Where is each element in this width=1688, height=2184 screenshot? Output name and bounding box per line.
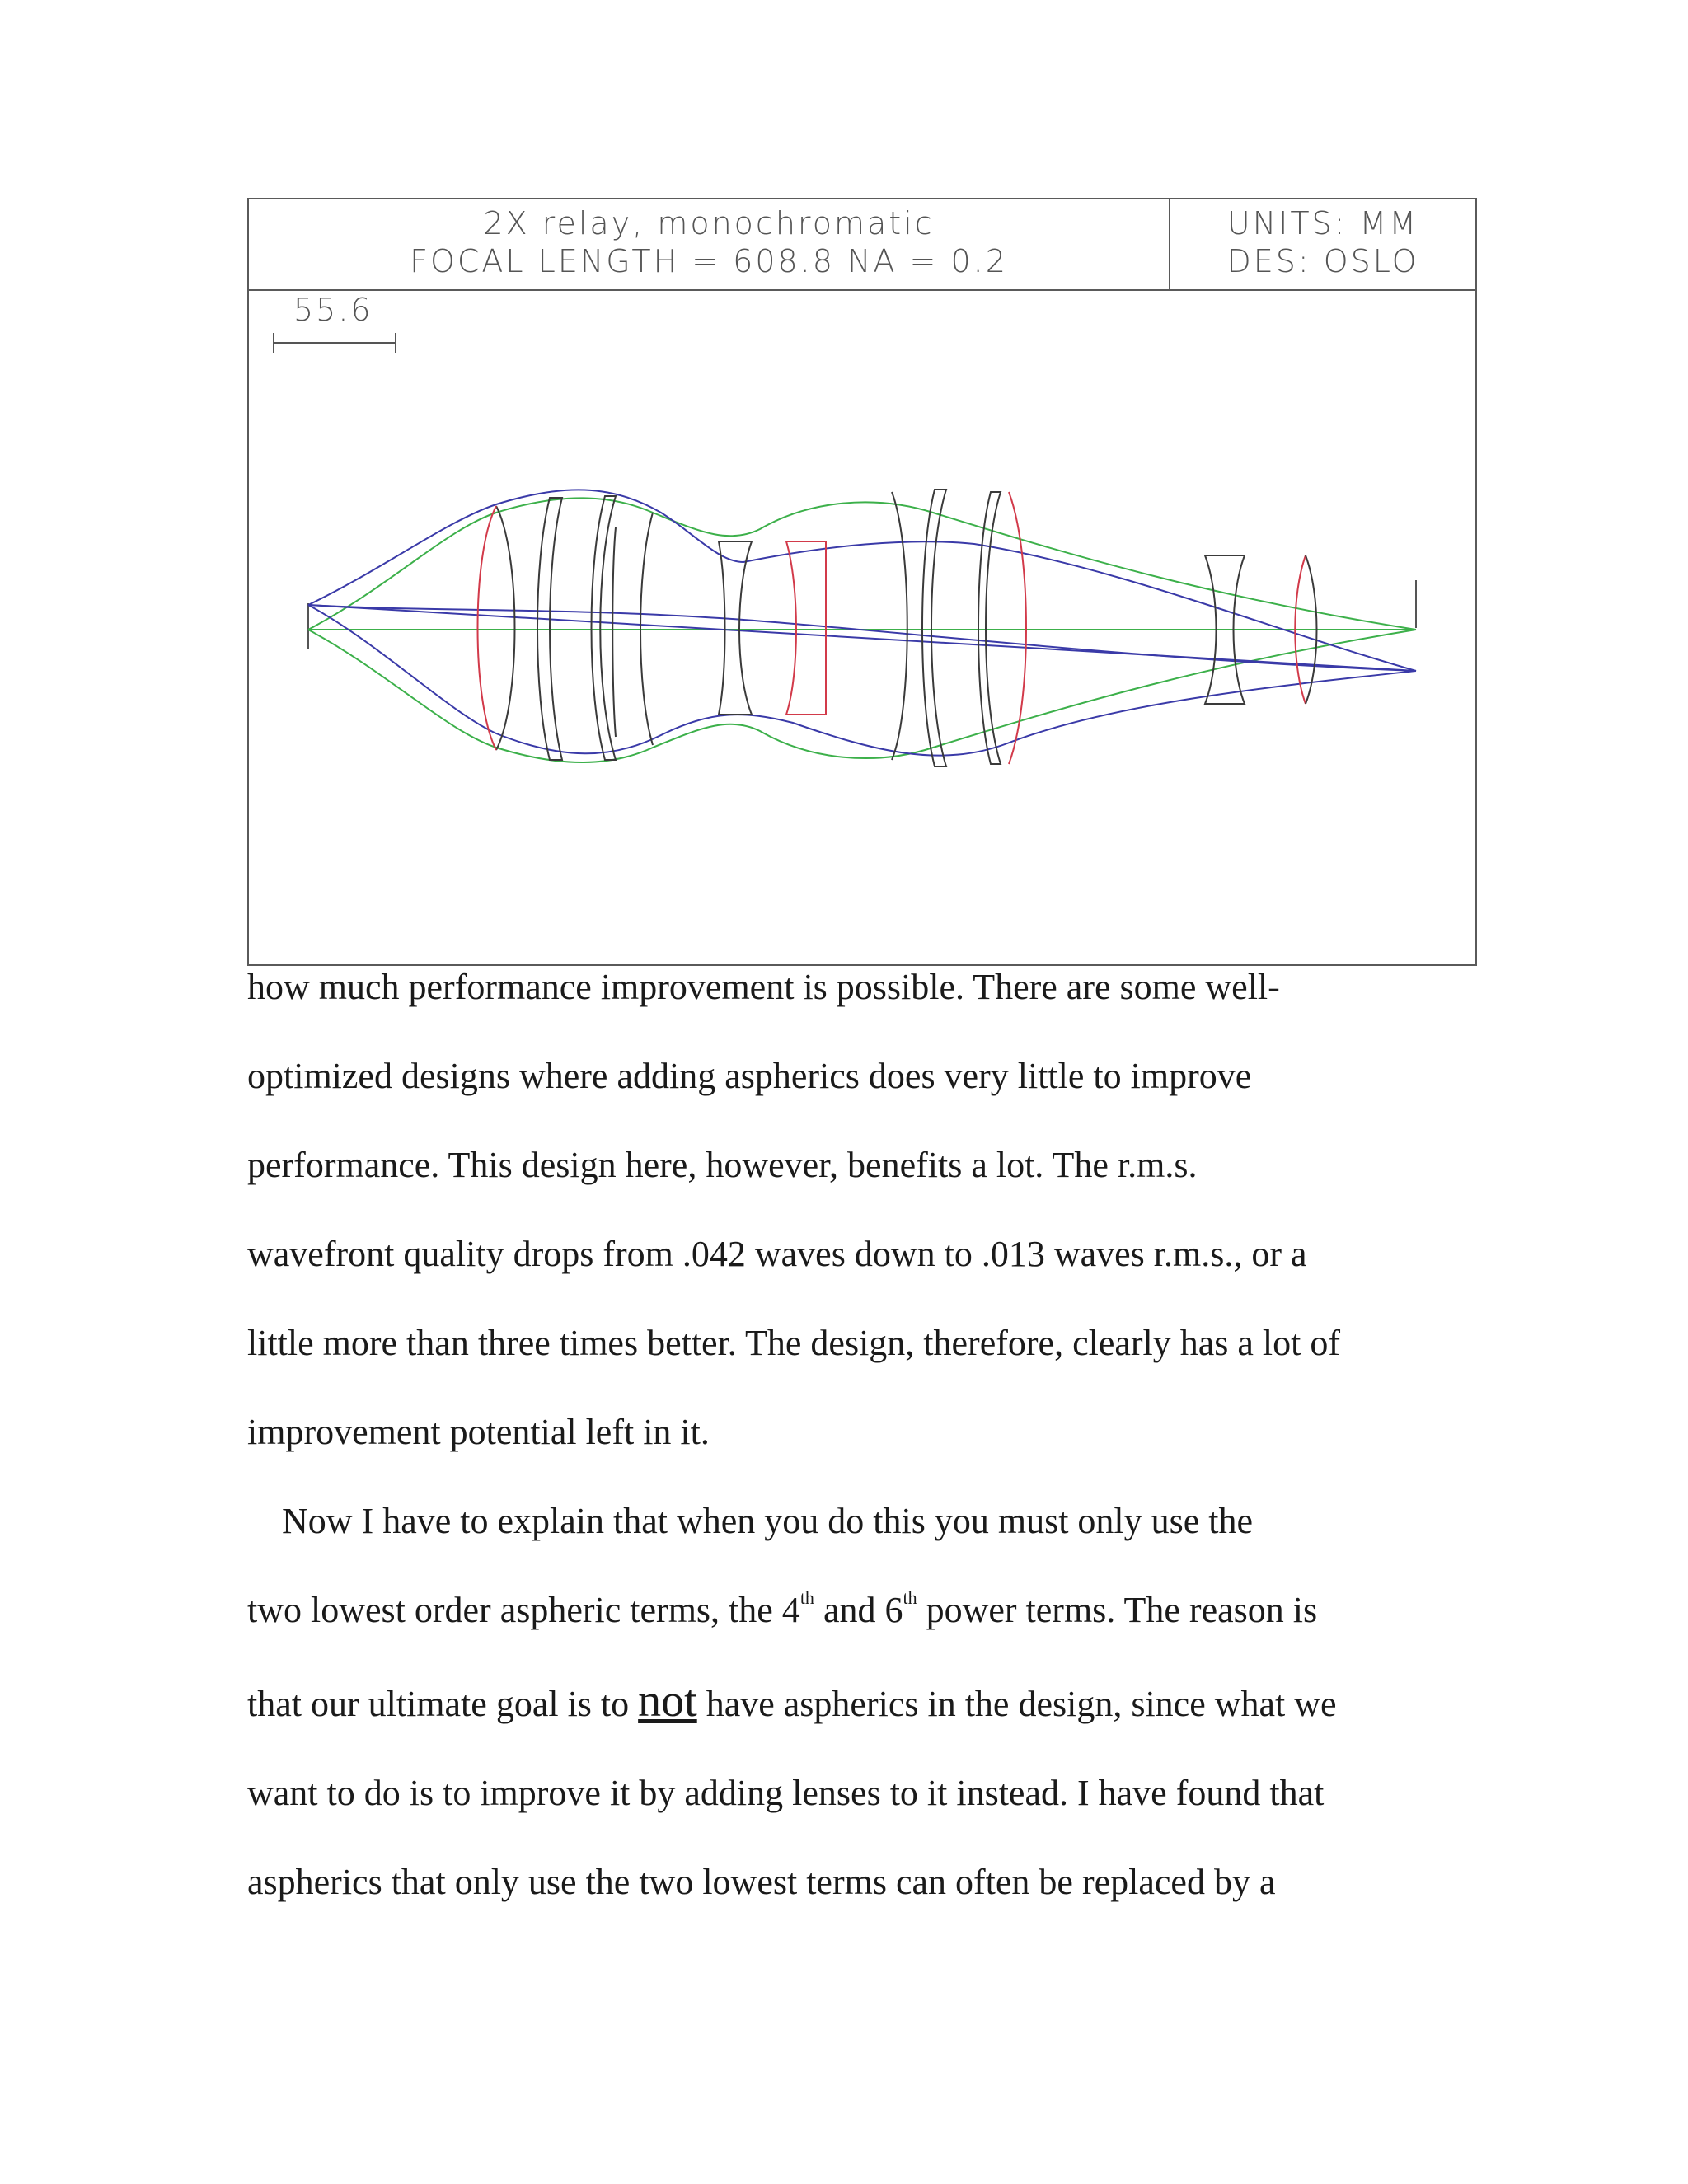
lens-ray-diagram: [249, 199, 1475, 964]
line8-part-c: power terms. The reason is: [917, 1590, 1318, 1630]
emphasis-not: not: [638, 1675, 697, 1727]
body-line-7: Now I have to explain that when you do this you must only use the: [282, 1501, 1254, 1541]
lens-elements: [496, 490, 1245, 766]
body-line-3: performance. This design here, however, benefits a lot. The r.m.s.: [247, 1145, 1198, 1185]
body-line-1: how much performance improvement is possible. There are some well-: [247, 967, 1280, 1007]
body-line-9: [247, 1675, 1337, 1727]
superscript-th: th: [799, 1587, 814, 1608]
offaxis-ray-bundle: [308, 490, 1416, 755]
line8-part-a: two lowest order aspheric terms, the 4: [247, 1590, 800, 1630]
figure-focal-length: FOCAL LENGTH = 608.8 NA = 0.2: [410, 243, 1008, 279]
body-line-6: improvement potential left in it.: [247, 1412, 710, 1452]
aspheric-surfaces: [478, 492, 1306, 764]
figure-designer: DES: OSLO: [1226, 243, 1419, 279]
figure-units: UNITS: MM: [1226, 205, 1419, 241]
body-line-5: little more than three times better. The design, therefore, clearly has a lot of: [247, 1323, 1341, 1363]
lens-layout-figure: [247, 198, 1477, 966]
body-line-10: want to do is to improve it by adding lenses to it instead. I have found that: [247, 1773, 1325, 1813]
line9-part-b: have aspherics in the design, since what we: [696, 1684, 1337, 1724]
figure-title: 2X relay, monochromatic: [483, 205, 935, 241]
body-line-11: aspherics that only use the two lowest terms can often be replaced by a: [247, 1862, 1276, 1902]
scale-bar: [274, 333, 396, 353]
superscript-th: th: [903, 1587, 917, 1608]
line9-part-a: that our ultimate goal is to: [247, 1684, 639, 1724]
line8-part-b: and 6: [814, 1590, 903, 1630]
body-line-8: [247, 1589, 1317, 1631]
scale-bar-label: 55.6: [293, 292, 373, 328]
body-line-4: wavefront quality drops from .042 waves down to .013 waves r.m.s., or a: [247, 1234, 1307, 1274]
body-line-2: optimized designs where adding aspherics does very little to improve: [247, 1056, 1252, 1096]
